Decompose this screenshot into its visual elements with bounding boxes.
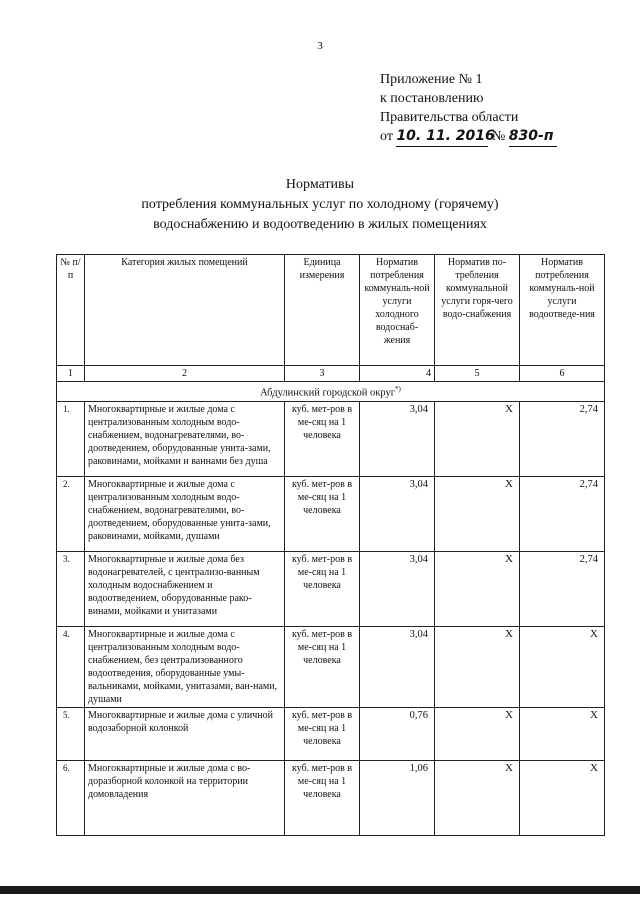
date-prefix: от	[380, 129, 393, 144]
row-no: 5.	[57, 707, 85, 760]
annex-authority: Правительства области	[380, 110, 519, 125]
row-unit: куб. мет-ров в ме-сяц на 1 человека	[285, 551, 360, 626]
header-hot: Норматив по-требления коммунальной услуги горя-чего водо-снабжения	[435, 255, 520, 366]
row-hot: X	[435, 401, 520, 476]
table-row	[57, 760, 605, 835]
colnum-1: 1	[57, 366, 85, 382]
header-no: № п/п	[57, 255, 85, 366]
region-row	[57, 382, 605, 402]
row-no: 4.	[57, 626, 85, 707]
row-cold: 3,04	[360, 551, 435, 626]
region-cell	[57, 382, 605, 402]
row-category: Многоквартирные и жилые дома с централизованным холодным водо-снабжением, водонагревателями, во-доотведением, оборудованные унита-зами, раковинами, мойками, душами	[85, 476, 285, 551]
colnum-2: 2	[85, 366, 285, 382]
row-cold: 3,04	[360, 401, 435, 476]
title-line-3: водоснабжению и водоотведению в жилых помещениях	[153, 217, 487, 232]
title-line-1: Нормативы	[285, 177, 355, 192]
table-row	[57, 707, 605, 760]
row-unit: куб. мет-ров в ме-сяц на 1 человека	[285, 476, 360, 551]
row-unit: куб. мет-ров в ме-сяц на 1 человека	[285, 760, 360, 835]
table-row	[57, 476, 605, 551]
table-row	[57, 551, 605, 626]
title-line-2: потребления коммунальных услуг по холодному (горячему)	[141, 197, 499, 212]
region-footnote-mark: *)	[395, 385, 401, 393]
colnum-3: 3	[285, 366, 360, 382]
row-cold: 3,04	[360, 626, 435, 707]
header-unit: Единица измерения	[285, 255, 360, 366]
row-hot: X	[435, 551, 520, 626]
table-row	[57, 626, 605, 707]
row-drain: X	[520, 707, 605, 760]
column-number-row	[57, 366, 605, 382]
page-number: 3	[317, 40, 323, 52]
row-no: 2.	[57, 476, 85, 551]
colnum-6: 6	[520, 366, 605, 382]
row-drain: 2,74	[520, 476, 605, 551]
colnum-4: 4	[360, 366, 435, 382]
scan-bottom-edge	[0, 886, 640, 894]
header-drain: Норматив потребления коммуналь-ной услуги водоотведе-ния	[520, 255, 605, 366]
annex-title: Приложение № 1	[380, 72, 483, 87]
norms-table	[56, 254, 605, 836]
row-hot: X	[435, 760, 520, 835]
annex-block	[380, 70, 557, 147]
handwritten-date: 10. 11. 2016	[396, 127, 488, 147]
row-unit: куб. мет-ров в ме-сяц на 1 человека	[285, 626, 360, 707]
document-title	[0, 175, 640, 235]
header-cold-label: Норматив потребления коммуналь-ной услуги холодного водоснаб-жения	[364, 257, 430, 346]
row-category: Многоквартирные и жилые дома с уличной водозаборной колонкой	[85, 707, 285, 760]
annex-reference: к постановлению	[380, 91, 484, 106]
row-drain: X	[520, 626, 605, 707]
row-hot: X	[435, 707, 520, 760]
row-category: Многоквартирные и жилые дома с во-доразборной колонкой на территории домовладения	[85, 760, 285, 835]
row-drain: 2,74	[520, 551, 605, 626]
row-cold: 3,04	[360, 476, 435, 551]
region-name: Абдулинский городской округ	[260, 387, 396, 399]
row-cold: 1,06	[360, 760, 435, 835]
handwritten-number: 830-п	[509, 127, 557, 147]
row-no: 6.	[57, 760, 85, 835]
row-cold: 0,76	[360, 707, 435, 760]
row-hot: X	[435, 476, 520, 551]
row-drain: 2,74	[520, 401, 605, 476]
row-no: 1.	[57, 401, 85, 476]
header-category: Категория жилых помещений	[85, 255, 285, 366]
row-hot: X	[435, 626, 520, 707]
row-drain: X	[520, 760, 605, 835]
header-cold	[360, 255, 435, 366]
colnum-5: 5	[435, 366, 520, 382]
table-header-row	[57, 255, 605, 366]
row-category: Многоквартирные и жилые дома без водонагревателей, с централизо-ванным холодным водоснабжением и водоотведением, оборудованные рако-винами, мойками и унитазами	[85, 551, 285, 626]
number-prefix: №	[491, 129, 506, 144]
row-unit: куб. мет-ров в ме-сяц на 1 человека	[285, 401, 360, 476]
row-category: Многоквартирные и жилые дома с централизованным холодным водо-снабжением, без централизованного водоотведения, оборудованные умы-вальниками, мойками, унитазами, ван-нами, душами	[85, 626, 285, 707]
annex-date-line	[380, 127, 557, 147]
row-no: 3.	[57, 551, 85, 626]
row-category: Многоквартирные и жилые дома с централизованным холодным водо-снабжением, водонагревателями, во-доотведением, оборудованные унита-зами, раковинами, мойками и ваннами без душа	[85, 401, 285, 476]
row-unit: куб. мет-ров в ме-сяц на 1 человека	[285, 707, 360, 760]
table-row	[57, 401, 605, 476]
